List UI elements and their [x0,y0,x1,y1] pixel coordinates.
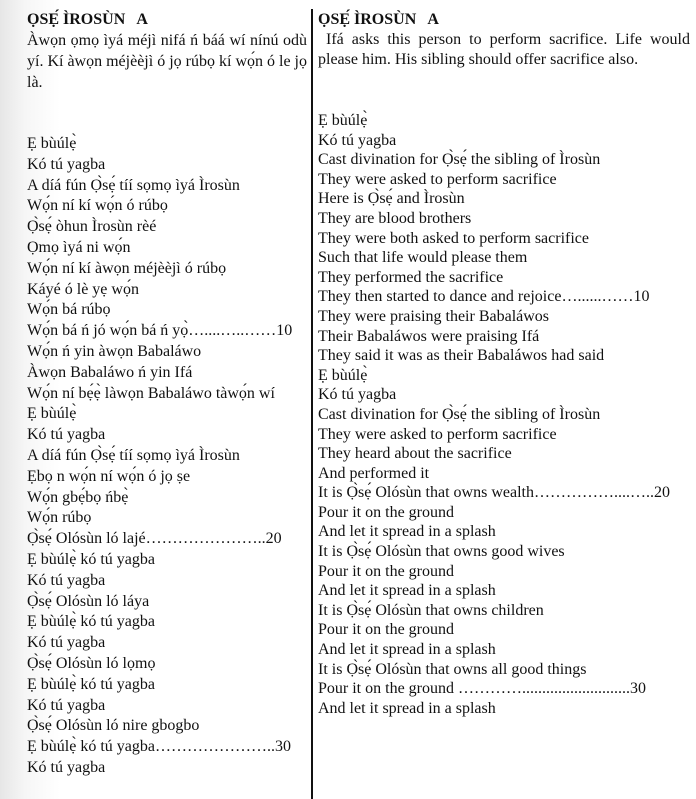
verse-line: Kó tú yagba [318,386,397,404]
verse-line: Wọ́n gbẹ́bọ ńbẹ̀ [27,488,129,506]
verse-line: It is Ọ̀sẹ́ Olósùn that owns wealth……………....…..20 [318,484,670,502]
verse-line: Ọ̀sẹ́ òhun Ìrosùn rèé [27,218,157,236]
verse-line: They heard about the sacrifice [318,445,512,463]
yoruba-verse-list [27,134,292,779]
verse-line: Pour it on the ground [318,562,454,580]
verse-line: Àwọn Babaláwo ń yin Ifá [27,363,193,381]
verse-line: Ọ̀sẹ́ Olósùn ló lajé…………………..20 [27,530,282,548]
verse-line: They said it was as their Babaláwos had said [318,347,605,365]
verse-line: A díá fún Ọ̀sẹ́ tíí sọmọ ìyá Ìrosùn [27,176,240,194]
verse-line: And let it spread in a splash [318,523,496,541]
verse-line: They were both asked to perform sacrifice [318,229,589,247]
verse-line: Kó tú yagba [27,155,106,173]
verse-line: Ẹ bùúlẹ̀ [318,112,368,129]
verse-line: Wọ́n ní bẹ́ẹ̀ làwọn Babaláwo tàwọ́n wí [27,384,275,402]
verse-line: Kó tú yagba [27,571,106,589]
verse-line: Ẹ bùúlẹ̀ [27,135,77,152]
verse-line: Ẹ bùúlẹ̀ kó tú yagba [27,613,155,631]
verse-line: And let it spread in a splash [318,582,496,600]
yoruba-heading: ỌSẸ́ ÌROSÙN A [27,11,148,28]
verse-line: Wọ́n ní kí àwọn méjèèjì ó rúbọ [27,259,227,277]
verse-line: Kó tú yagba [27,426,106,444]
verse-line: Cast divination for Ọ̀sẹ́ the sibling of Ìrosùn [318,405,601,423]
verse-line: They were asked to perform sacrifice [318,425,557,443]
verse-line: Ẹ bùúlẹ̀ kó tú yagba [27,675,155,693]
verse-line: It is Ọ̀sẹ́ Olósùn that owns children [318,601,544,619]
verse-line: Kó tú yagba [27,758,106,776]
verse-line: They were asked to perform sacrifice [318,170,557,188]
verse-line: Ẹ bùúlẹ̀ [27,405,77,423]
verse-line: Here is Ọ̀sẹ́ and Ìrosùn [318,190,465,208]
verse-line: Wọ́n ń yin àwọn Babaláwo [27,342,202,360]
column-divider [311,9,313,799]
verse-line: And performed it [318,464,430,482]
verse-line: Kó tú yagba [27,634,106,652]
verse-line: Pour it on the ground …………...........................30 [318,680,646,698]
verse-line: A díá fún Ọ̀sẹ́ tíí sọmọ ìyá Ìrosùn [27,446,240,464]
verse-line: They then started to dance and rejoice…......……10 [318,288,650,306]
verse-line: They were praising their Babaláwos [318,307,550,325]
verse-line: Ọ̀sẹ́ Olósùn ló nire gbogbo [27,717,200,735]
verse-line: Wọ́n bá rúbọ [27,301,111,319]
english-intro: Ifá asks this person to perform sacrifice. Life would please him. His sibling should offer sacrifice also. [318,31,690,68]
verse-line: Cast divination for Ọ̀sẹ́ the sibling of Ìrosùn [318,151,601,169]
english-heading: ỌSẸ́ ÌROSÙN A [318,11,439,28]
verse-line: They performed the sacrifice [318,268,504,286]
verse-line: Ọ̀sẹ́ Olósùn ló láya [27,592,150,610]
verse-line: It is Ọ̀sẹ́ Olósùn that owns all good things [318,660,587,678]
verse-line: Ẹ bùúlẹ̀ kó tú yagba [27,550,155,568]
verse-line: Káyé ó lè yẹ wọ́n [27,280,139,298]
verse-line: Ẹ bùúlẹ̀ [318,366,368,384]
verse-line: Wọ́n rúbọ [27,509,92,527]
verse-line: Pour it on the ground [318,503,454,521]
yoruba-intro: Àwọn ọmọ ìyá méjì nifá ń báá wí nínú odù yí. Kí àwọn méjèèjì ó jọ rúbọ kí wọ́n ó le jọ là. [27,32,307,91]
verse-line: Ọ̀sẹ́ Olósùn ló lọmọ [27,654,156,672]
verse-line: Pour it on the ground [318,621,454,639]
verse-line: Such that life would please them [318,249,528,267]
english-column [318,10,690,717]
verse-line: Ọmọ ìyá ni wọ́n [27,238,131,256]
verse-line: Kó tú yagba [318,131,397,149]
verse-line: Their Babaláwos were praising Ifá [318,327,540,345]
verse-line: And let it spread in a splash [318,641,496,659]
verse-line: Ẹbọ n wọ́n ní wọ́n ó jọ ṣe [27,467,191,485]
verse-line: And let it spread in a splash [318,699,496,717]
verse-line: Kó tú yagba [27,696,106,714]
english-verse-list [318,111,670,718]
verse-line: Wọ́n bá ń jó wọ́n bá ń yọ̀…....…..……10 [27,322,293,340]
yoruba-column [27,10,307,776]
verse-line: Ẹ bùúlẹ̀ kó tú yagba…………………..30 [27,738,291,756]
verse-line: They are blood brothers [318,209,472,227]
verse-line: It is Ọ̀sẹ́ Olósùn that owns good wives [318,543,565,561]
verse-line: Wọ́n ní kí wọ́n ó rúbọ [27,197,168,215]
